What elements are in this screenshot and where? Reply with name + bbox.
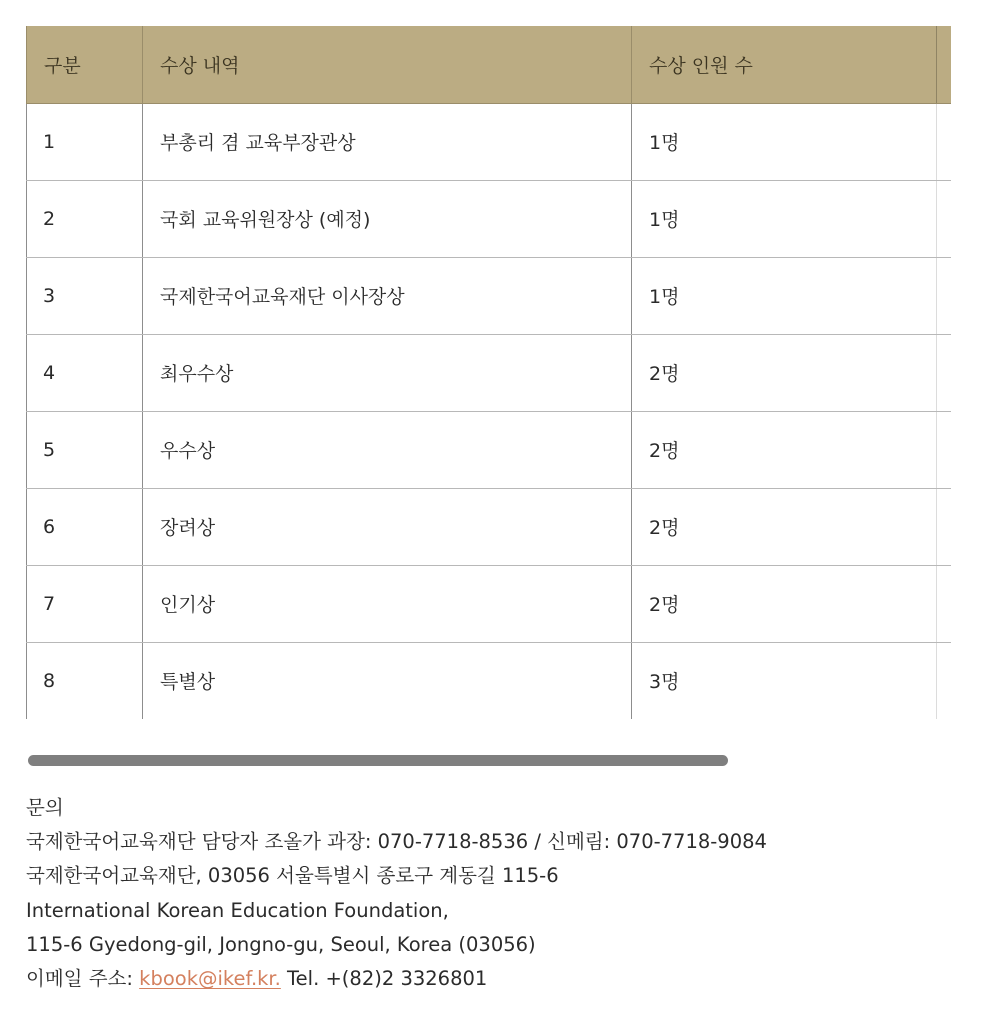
row-count: 2명 [632, 488, 937, 565]
contact-address-korean: 국제한국어교육재단, 03056 서울특별시 종로구 계동길 115-6 [26, 864, 559, 888]
row-award: 국제한국어교육재단 이사장상 [143, 257, 632, 334]
row-extra [937, 411, 952, 488]
row-number: 4 [27, 334, 143, 411]
row-number: 8 [27, 642, 143, 719]
header-extra [937, 26, 952, 103]
email-label: 이메일 주소: [26, 967, 140, 991]
contact-foundation-name-english: International Korean Education Foundation, [26, 898, 449, 922]
contact-heading: 문의 [26, 796, 64, 819]
telephone: Tel. +(82)2 3326801 [280, 967, 488, 991]
contact-staff-phones: 국제한국어교육재단 담당자 조올가 과장: 070-7718-8536 / 신메림: 070-7718-9084 [26, 830, 767, 854]
contact-section [26, 791, 966, 996]
email-link[interactable]: kbook@ikef.kr. [139, 967, 281, 991]
row-award: 인기상 [143, 565, 632, 642]
row-count: 2명 [632, 334, 937, 411]
table-row [27, 411, 952, 488]
row-award: 국회 교육위원장상 (예정) [143, 180, 632, 257]
table-row [27, 180, 952, 257]
row-award: 우수상 [143, 411, 632, 488]
row-count: 2명 [632, 411, 937, 488]
header-category: 구분 [27, 26, 143, 103]
row-extra [937, 642, 952, 719]
scrollbar-thumb[interactable] [28, 755, 728, 766]
row-number: 1 [27, 103, 143, 180]
row-award: 부총리 겸 교육부장관상 [143, 103, 632, 180]
row-count: 1명 [632, 257, 937, 334]
header-award: 수상 내역 [143, 26, 632, 103]
row-extra [937, 565, 952, 642]
row-extra [937, 334, 952, 411]
row-award: 특별상 [143, 642, 632, 719]
row-extra [937, 180, 952, 257]
award-table-scroll-area[interactable] [26, 26, 951, 719]
table-row [27, 257, 952, 334]
row-number: 7 [27, 565, 143, 642]
contact-email-line [26, 962, 966, 996]
row-award: 장려상 [143, 488, 632, 565]
row-award: 최우수상 [143, 334, 632, 411]
header-count: 수상 인원 수 [632, 26, 937, 103]
table-row [27, 488, 952, 565]
row-extra [937, 488, 952, 565]
horizontal-scrollbar[interactable] [28, 755, 728, 766]
row-count: 1명 [632, 180, 937, 257]
table-row [27, 103, 952, 180]
table-header-row [27, 26, 952, 103]
row-extra [937, 103, 952, 180]
table-row [27, 565, 952, 642]
row-number: 5 [27, 411, 143, 488]
contact-address-english: 115-6 Gyedong-gil, Jongno-gu, Seoul, Korea (03056) [26, 932, 536, 956]
table-row [27, 642, 952, 719]
row-count: 2명 [632, 565, 937, 642]
row-number: 6 [27, 488, 143, 565]
award-table [26, 26, 951, 719]
row-extra [937, 257, 952, 334]
table-row [27, 334, 952, 411]
row-count: 1명 [632, 103, 937, 180]
row-number: 2 [27, 180, 143, 257]
row-count: 3명 [632, 642, 937, 719]
row-number: 3 [27, 257, 143, 334]
